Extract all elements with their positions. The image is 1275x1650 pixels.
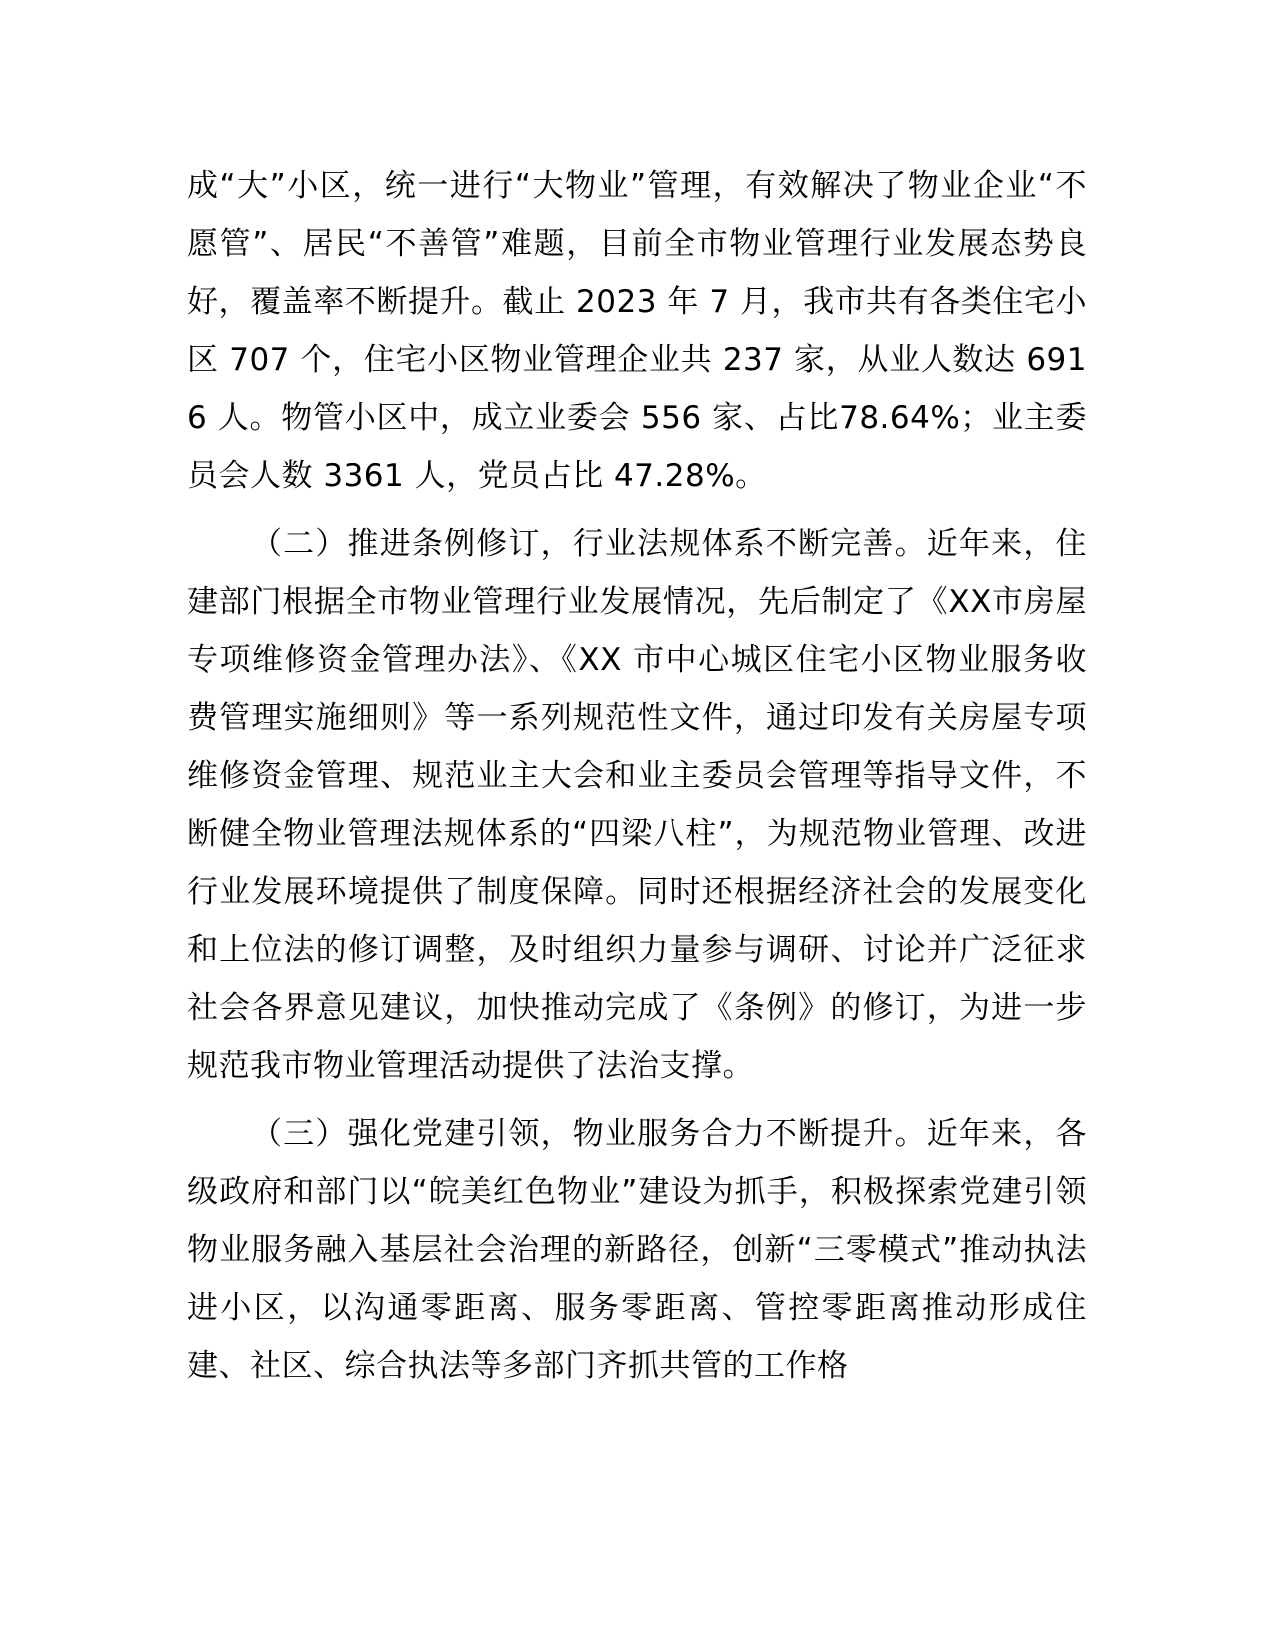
paragraph-regulation-revision: （二）推进条例修订，行业法规体系不断完善。近年来，住建部门根据全市物业管理行业发展情况，先后制定了《XX市房屋专项维修资金管理办法》、《XX 市中心城区住宅小区物业服务收费管理实施细则》等一系列规范性文件，通过印发有关房屋专项维修资金管理、规范业主大会和业主委员会管理等指导文件，不断健全物业管理法规体系的“四梁八柱”，为规范物业管理、改进行业发展环境提供了制度保障。同时还根据经济社会的发展变化和上位法的修订调整，及时组织力量参与调研、讨论并广泛征求社会各界意见建议，加快推动完成了《条例》的修订，为进一步规范我市物业管理活动提供了法治支撑。 — [187, 526, 1087, 1084]
paragraph-property-management-overview: 成“大”小区，统一进行“大物业”管理，有效解决了物业企业“不愿管”、居民“不善管”难题，目前全市物业管理行业发展态势良好，覆盖率不断提升。截止 2023 年 7 月，我市共有各类住宅小区 707 个，住宅小区物业管理企业共 237 家，从业人数达 6916 人。物管小区中，成立业委会 556 家、占比78.64%；业主委员会人数 3361 人，党员占比 47.28%。 — [187, 168, 1087, 494]
document-body — [187, 157, 1087, 1395]
paragraph-party-building-leadership: （三）强化党建引领，物业服务合力不断提升。近年来，各级政府和部门以“皖美红色物业”建设为抓手，积极探索党建引领物业服务融入基层社会治理的新路径，创新“三零模式”推动执法进小区，以沟通零距离、服务零距离、管控零距离推动形成住建、社区、综合执法等多部门齐抓共管的工作格 — [187, 1116, 1087, 1384]
